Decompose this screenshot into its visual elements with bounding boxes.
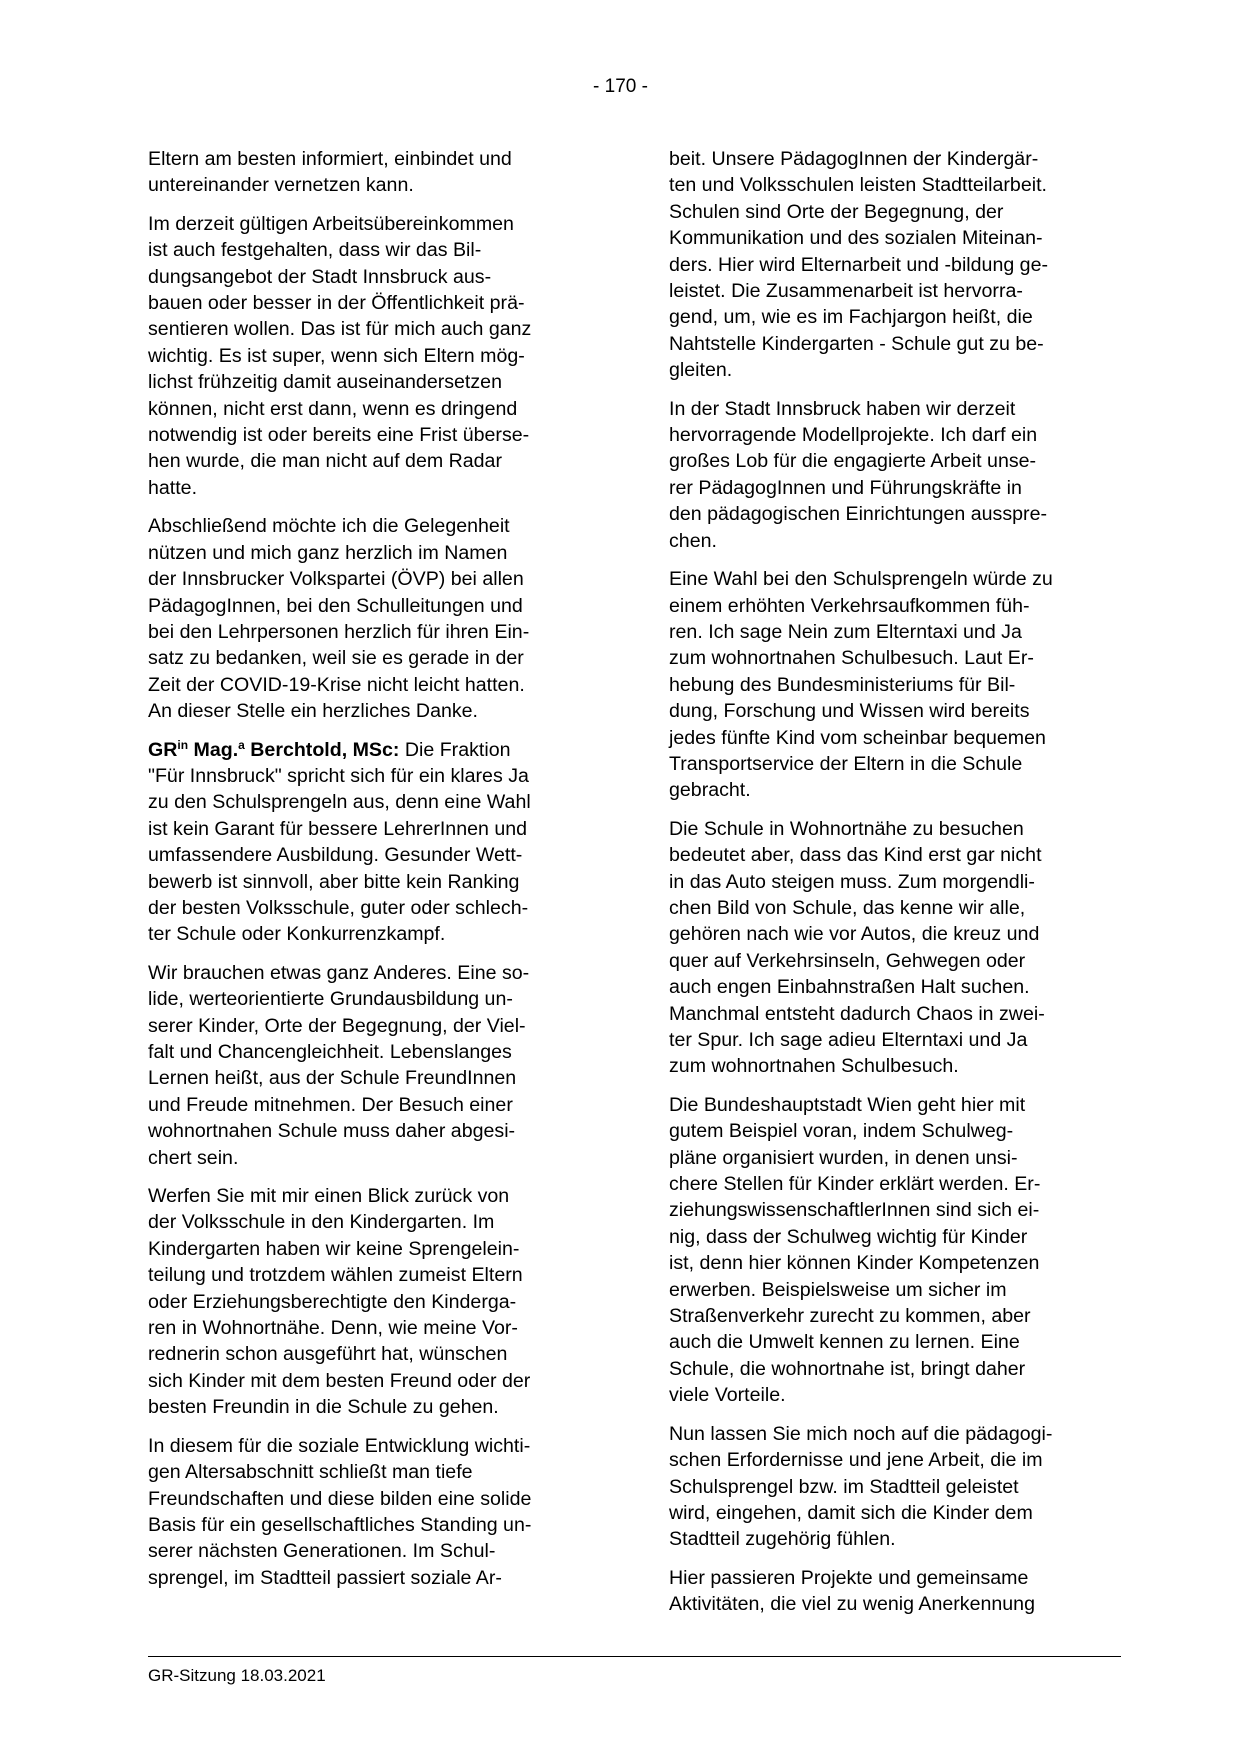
text-line: der Innsbrucker Volkspartei (ÖVP) bei allen bbox=[148, 568, 524, 591]
text-line: hervorragende Modellprojekte. Ich darf ein bbox=[669, 424, 1038, 447]
paragraph bbox=[148, 1183, 596, 1421]
text-line: serer Kinder, Orte der Begegnung, der Viel- bbox=[148, 1014, 526, 1037]
speaker-surname: Berchtold, MSc: bbox=[244, 738, 400, 761]
left-column bbox=[148, 146, 596, 1603]
text-line: Schulsprengel bzw. im Stadtteil geleistet bbox=[669, 1475, 1019, 1498]
text-line: Werfen Sie mit mir einen Blick zurück von bbox=[148, 1185, 510, 1208]
text-line: können, nicht erst dann, wenn es dringend bbox=[148, 397, 518, 420]
text-line: gutem Beispiel voran, indem Schulweg- bbox=[669, 1120, 1014, 1143]
text-line: In diesem für die soziale Entwicklung wichti- bbox=[148, 1434, 531, 1457]
text-line: gleiten. bbox=[669, 359, 733, 382]
text-line: untereinander vernetzen kann. bbox=[148, 174, 414, 197]
text-line: Freundschaften und diese bilden eine solide bbox=[148, 1487, 532, 1510]
text-line: in das Auto steigen muss. Zum morgendli- bbox=[669, 870, 1035, 893]
text-line: In der Stadt Innsbruck haben wir derzeit bbox=[669, 397, 1016, 420]
text-line: ders. Hier wird Elternarbeit und -bildung ge- bbox=[669, 253, 1048, 276]
text-line: serer nächsten Generationen. Im Schul- bbox=[148, 1540, 496, 1563]
text-line: bedeutet aber, dass das Kind erst gar nicht bbox=[669, 844, 1042, 867]
text-line: der besten Volksschule, guter oder schlech- bbox=[148, 896, 529, 919]
text-line: wohnortnahen Schule muss daher abgesi- bbox=[148, 1120, 516, 1143]
text-line: notwendig ist oder bereits eine Frist überse- bbox=[148, 424, 530, 447]
text-line: ziehungswissenschaftlerInnen sind sich ei- bbox=[669, 1199, 1040, 1222]
text-line: auch die Umwelt kennen zu lernen. Eine bbox=[669, 1331, 1020, 1354]
text-line: teilung und trotzdem wählen zumeist Eltern bbox=[148, 1264, 523, 1287]
text-line: wichtig. Es ist super, wenn sich Eltern mög- bbox=[148, 344, 525, 367]
text-line: An dieser Stelle ein herzliches Danke. bbox=[148, 700, 479, 723]
text-line: Schulen sind Orte der Begegnung, der bbox=[669, 200, 1004, 223]
text-line: zum wohnortnahen Schulbesuch. Laut Er- bbox=[669, 647, 1034, 670]
paragraph bbox=[148, 146, 596, 199]
footer-divider bbox=[148, 1656, 1121, 1657]
speaker-paragraph bbox=[148, 737, 596, 948]
text-line: Manchmal entsteht dadurch Chaos in zwei- bbox=[669, 1002, 1045, 1025]
paragraph bbox=[669, 1421, 1117, 1553]
text-line: Hier passieren Projekte und gemeinsame bbox=[669, 1566, 1029, 1589]
speaker-line bbox=[148, 737, 596, 763]
paragraph bbox=[669, 396, 1117, 554]
text-line: Lernen heißt, aus der Schule FreundInnen bbox=[148, 1067, 517, 1090]
paragraph bbox=[148, 513, 596, 724]
text-line: auch engen Einbahnstraßen Halt suchen. bbox=[669, 976, 1030, 999]
text-line: nützen und mich ganz herzlich im Namen bbox=[148, 541, 508, 564]
text-line: gen Altersabschnitt schließt man tiefe bbox=[148, 1461, 473, 1484]
text-line: Die Schule in Wohnortnähe zu besuchen bbox=[669, 817, 1024, 840]
text-line: nig, dass der Schulweg wichtig für Kinder bbox=[669, 1225, 1028, 1248]
text-line: schen Erfordernisse und jene Arbeit, die im bbox=[669, 1449, 1043, 1472]
text-line: Basis für ein gesellschaftliches Standing un- bbox=[148, 1513, 532, 1536]
paragraph bbox=[148, 960, 596, 1171]
text-line: hen wurde, die man nicht auf dem Radar bbox=[148, 450, 502, 473]
text-line: pläne organisiert wurden, in denen unsi- bbox=[669, 1146, 1018, 1169]
page-number: - 170 - bbox=[593, 76, 648, 97]
text-line: Nahtstelle Kindergarten - Schule gut zu be- bbox=[669, 332, 1044, 355]
speaker-prefix-sup: in bbox=[177, 737, 189, 752]
speaker-text: Die Fraktion bbox=[399, 738, 511, 761]
text-line: chert sein. bbox=[148, 1146, 239, 1169]
text-line: viele Vorteile. bbox=[669, 1384, 786, 1407]
text-line: der Volksschule in den Kindergarten. Im bbox=[148, 1211, 495, 1234]
text-line: chere Stellen für Kinder erklärt werden. Er- bbox=[669, 1173, 1041, 1196]
text-line: ist, denn hier können Kinder Kompetenzen bbox=[669, 1252, 1040, 1275]
text-line: bauen oder besser in der Öffentlichkeit prä- bbox=[148, 292, 525, 315]
text-line: hebung des Bundesministeriums für Bil- bbox=[669, 673, 1016, 696]
text-line: bei den Lehrpersonen herzlich für ihren Ein- bbox=[148, 620, 530, 643]
text-line: beit. Unsere PädagogInnen der Kindergär- bbox=[669, 148, 1039, 170]
text-line: den pädagogischen Einrichtungen ausspre- bbox=[669, 503, 1047, 526]
text-line: "Für Innsbruck" spricht sich für ein klares Ja bbox=[148, 764, 529, 787]
text-line: chen. bbox=[669, 529, 717, 552]
text-line: dungsangebot der Stadt Innsbruck aus- bbox=[148, 265, 492, 288]
text-line: sich Kinder mit dem besten Freund oder der bbox=[148, 1369, 531, 1392]
text-line: ren. Ich sage Nein zum Elterntaxi und Ja bbox=[669, 620, 1022, 643]
speaker-name bbox=[148, 739, 399, 761]
text-line: gehören nach wie vor Autos, die kreuz und bbox=[669, 923, 1040, 946]
text-line: ter Spur. Ich sage adieu Elterntaxi und Ja bbox=[669, 1029, 1028, 1051]
footer-text: GR-Sitzung 18.03.2021 bbox=[148, 1666, 326, 1685]
text-line: und Freude mitnehmen. Der Besuch einer bbox=[148, 1093, 513, 1116]
speaker-title: Mag. bbox=[188, 738, 239, 761]
text-line: ter Schule oder Konkurrenzkampf. bbox=[148, 923, 446, 946]
text-line: zum wohnortnahen Schulbesuch. bbox=[669, 1055, 959, 1078]
paragraph bbox=[669, 1092, 1117, 1409]
text-line: Wir brauchen etwas ganz Anderes. Eine so- bbox=[148, 961, 530, 984]
text-line: gend, um, wie es im Fachjargon heißt, die bbox=[669, 306, 1033, 329]
text-line: zu den Schulsprengeln aus, denn eine Wahl bbox=[148, 791, 531, 814]
speaker-prefix: GR bbox=[148, 738, 178, 761]
text-line: umfassendere Ausbildung. Gesunder Wett- bbox=[148, 844, 523, 867]
text-line: ren in Wohnortnähe. Denn, wie meine Vor- bbox=[148, 1317, 518, 1340]
text-line: Eine Wahl bei den Schulsprengeln würde zu bbox=[669, 568, 1053, 591]
text-line: bewerb ist sinnvoll, aber bitte kein Ranking bbox=[148, 870, 520, 893]
text-line: Aktivitäten, die viel zu wenig Anerkennung bbox=[669, 1593, 1035, 1616]
text-line: Stadtteil zugehörig fühlen. bbox=[669, 1528, 896, 1551]
paragraph bbox=[669, 816, 1117, 1080]
text-line: hatte. bbox=[148, 476, 198, 499]
text-line: einem erhöhten Verkehrsaufkommen füh- bbox=[669, 594, 1030, 617]
text-line: großes Lob für die engagierte Arbeit unse- bbox=[669, 450, 1037, 473]
text-line: rednerin schon ausgeführt hat, wünschen bbox=[148, 1343, 508, 1366]
text-line: Zeit der COVID-19-Krise nicht leicht hatten. bbox=[148, 673, 525, 696]
paragraph bbox=[148, 1433, 596, 1591]
text-line: Eltern am besten informiert, einbindet und bbox=[148, 148, 512, 170]
text-line: Abschließend möchte ich die Gelegenheit bbox=[148, 515, 510, 538]
text-line: oder Erziehungsberechtigte den Kinderga- bbox=[148, 1290, 517, 1313]
paragraph bbox=[669, 566, 1117, 804]
text-line: gebracht. bbox=[669, 779, 751, 802]
paragraph bbox=[669, 146, 1117, 384]
text-line: dung, Forschung und Wissen wird bereits bbox=[669, 700, 1030, 723]
text-line: Schule, die wohnortnahe ist, bringt daher bbox=[669, 1357, 1026, 1380]
paragraph bbox=[669, 1565, 1117, 1618]
text-line: sprengel, im Stadtteil passiert soziale Ar- bbox=[148, 1566, 502, 1589]
text-line: lichst frühzeitig damit auseinandersetzen bbox=[148, 371, 502, 394]
text-line: quer auf Verkehrsinseln, Gehwegen oder bbox=[669, 949, 1026, 972]
text-line: erwerben. Beispielsweise um sicher im bbox=[669, 1278, 1007, 1301]
text-line: satz zu bedanken, weil sie es gerade in der bbox=[148, 647, 524, 670]
text-line: Kommunikation und des sozialen Miteinan- bbox=[669, 227, 1043, 250]
text-line: leistet. Die Zusammenarbeit ist hervorra- bbox=[669, 280, 1023, 303]
text-line: chen Bild von Schule, das kenne wir alle, bbox=[669, 896, 1026, 919]
text-line: Im derzeit gültigen Arbeitsübereinkommen bbox=[148, 212, 514, 235]
text-line: besten Freundin in die Schule zu gehen. bbox=[148, 1396, 499, 1419]
text-line: ist auch festgehalten, dass wir das Bil- bbox=[148, 239, 482, 262]
text-line: sentieren wollen. Das ist für mich auch ganz bbox=[148, 318, 532, 341]
text-line: wird, eingehen, damit sich die Kinder dem bbox=[669, 1501, 1033, 1524]
text-line: Kindergarten haben wir keine Sprengelein- bbox=[148, 1237, 520, 1260]
speaker-title-sup: a bbox=[238, 737, 245, 752]
text-line: Transportservice der Eltern in die Schule bbox=[669, 752, 1023, 775]
paragraph bbox=[148, 211, 596, 501]
text-line: jedes fünfte Kind vom scheinbar bequemen bbox=[669, 726, 1046, 749]
text-line: Straßenverkehr zurecht zu kommen, aber bbox=[669, 1305, 1031, 1328]
text-line: Nun lassen Sie mich noch auf die pädagogi- bbox=[669, 1422, 1053, 1445]
text-line: PädagogInnen, bei den Schulleitungen und bbox=[148, 594, 523, 617]
text-line: ten und Volksschulen leisten Stadtteilarbeit. bbox=[669, 174, 1047, 197]
text-line: rer PädagogInnen und Führungskräfte in bbox=[669, 476, 1022, 499]
text-line: lide, werteorientierte Grundausbildung un- bbox=[148, 988, 513, 1011]
text-line: Die Bundeshauptstadt Wien geht hier mit bbox=[669, 1093, 1026, 1116]
right-column bbox=[669, 146, 1117, 1630]
text-line: ist kein Garant für bessere LehrerInnen und bbox=[148, 817, 528, 840]
text-line: falt und Chancengleichheit. Lebenslanges bbox=[148, 1041, 512, 1063]
